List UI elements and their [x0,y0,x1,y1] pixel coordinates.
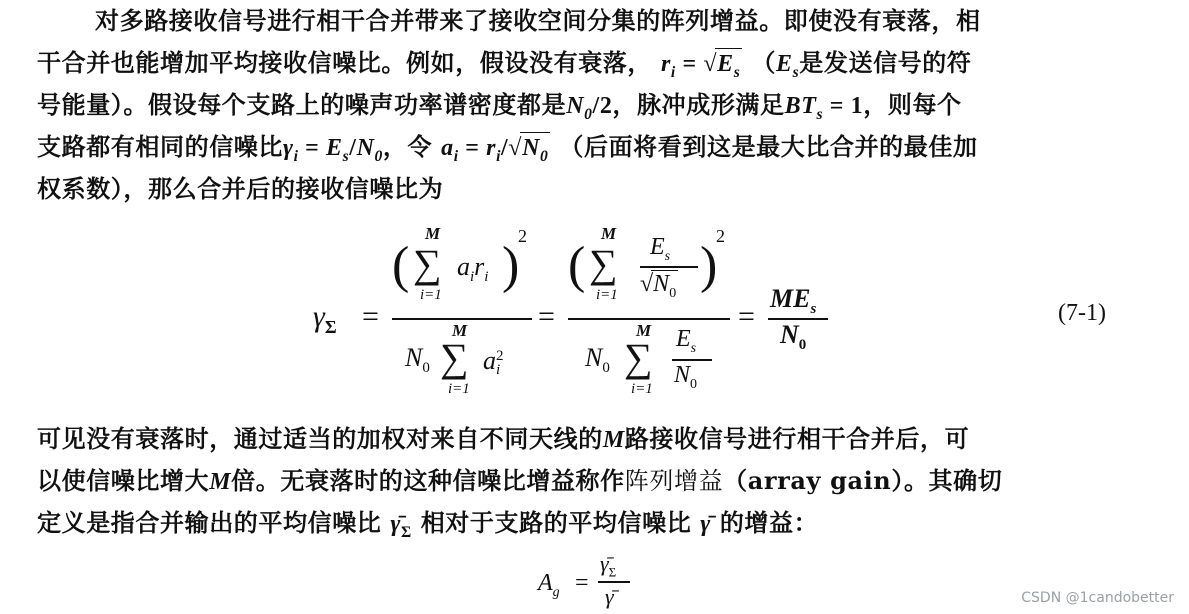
sum-lower-limit: i=1 [420,287,442,303]
inner-fraction-bar [640,266,698,268]
math-var: E [676,326,691,352]
sum-symbol: ∑ [589,241,618,286]
math-sub: s [810,301,817,318]
math-var: N [566,93,585,119]
math-op: / [501,135,509,161]
eq-sign-3: = [738,300,755,333]
math-var: N [522,135,540,161]
math-sub: 0 [602,360,610,377]
text-span: 的增益： [710,508,819,537]
text-span: ，令 [382,132,442,161]
inner-frac-num [650,234,670,265]
math-sub: i [470,269,475,286]
paragraph2-line2 [37,466,1002,497]
paren-open: ( [568,237,586,294]
math-var: N [585,343,603,372]
den1-N [405,343,430,377]
math-sub: 0 [669,285,677,301]
sum-symbol: ∑ [624,335,653,380]
paragraph1-line5 [37,174,443,204]
ag-num [600,551,616,580]
text-span: = 1，则每个 [823,93,962,119]
sum-upper-limit: M [425,224,441,243]
text-span: （后面将看到这是最大比合并的最佳加 [559,132,978,161]
math-var: r [486,135,497,161]
math-op: = [298,135,327,161]
equation-number: (7-1) [1058,300,1106,326]
inner-frac-den [640,270,678,302]
math-var: γ [313,300,325,333]
eq-lhs [313,300,337,338]
math-var: a [441,135,454,161]
rhs-den [780,320,806,354]
text-span: 号能量）。假设每个支路上的噪声功率谱密度都是 [37,90,567,119]
den1-a [483,346,504,377]
math-var: N [780,320,799,349]
math-sub: i [496,362,501,379]
math-var: N [405,343,423,372]
math-var: γ̄ [390,511,401,537]
math-var: a [457,252,470,281]
sqrt-sign: √ [703,51,718,77]
paragraph1-line1 [95,6,981,36]
eq-sign-2: = [538,300,555,333]
text-span: 倍。无衰落时的这种信噪比增益称作 [231,466,625,495]
paragraph1-line2 [37,48,971,88]
paren-close: ) [502,237,520,294]
math-sub: 0 [422,360,430,377]
paragraph2-line1 [37,424,969,455]
math-sub: s [792,63,800,81]
text-span: 干合并也能增加平均接收信噪比。例如，假设没有衰落， [37,48,652,77]
math-sub: 0 [374,147,383,165]
sqrt-sign: √ [508,135,523,161]
math-var: r [474,252,485,281]
fraction-bar-1 [392,318,532,320]
text-span: （ [751,48,776,77]
eq-sign-1: = [362,300,379,333]
math-var: ME [770,284,811,313]
text-span: 是发送信号的符 [799,48,972,77]
ag-den: γ̄ [605,584,614,609]
text-span: 相对于支路的平均信噪比 [411,508,701,537]
math-sub: s [342,147,350,165]
den2-N [585,343,610,377]
math-var: M [602,427,625,453]
math-sub: s [690,340,697,356]
den2-frac-num [676,326,696,357]
sqrt-radicand [715,48,742,88]
paren-close: ) [700,237,718,294]
ag-lhs [538,570,560,601]
math-var: r [660,51,671,77]
text-span: 对多路接收信号进行相干合并带来了接收空间分集的阵列增益。即使没有衰落，相 [95,6,981,35]
rhs-num [770,284,816,318]
math-op: = [458,135,487,161]
sum-lower-limit: i=1 [596,287,618,303]
sum-symbol: ∑ [440,335,469,380]
math-var: γ̄ [600,551,609,576]
math-sub: i [484,269,489,286]
den2-fraction-bar [672,359,712,361]
math-sub: 0 [540,147,549,165]
math-sub: Σ [400,523,412,541]
math-var: BT [784,93,817,119]
math-var: γ̄ [700,511,711,537]
sum-lower-limit: i=1 [631,381,653,397]
text-span: /2，脉冲成形满足 [592,93,785,119]
exponent: 2 [518,226,527,246]
math-op: = [675,51,704,77]
math-var: M [209,469,232,495]
math-sub: s [664,248,671,264]
math-sub: s [733,63,741,81]
sum-lower-limit: i=1 [448,381,470,397]
math-var: E [717,51,734,77]
paren-open: ( [392,237,410,294]
ag-fraction-bar [598,581,630,583]
math-sub: s [816,105,824,123]
text-span: 权系数），那么合并后的接收信噪比为 [37,174,444,203]
math-op: / [349,135,357,161]
text-span: （array gain）。其确切 [723,466,1003,495]
exponent: 2 [716,226,725,246]
num1-term [457,252,488,286]
paragraph2-line3 [37,508,818,548]
text-span: 可见没有衰落时，通过适当的加权对来自不同天线的 [37,424,603,453]
math-sub: Σ [324,317,337,337]
math-sub: i [293,147,299,165]
text-span: 路接收信号进行相干合并后，可 [624,424,970,453]
math-sup: 2 [496,348,504,365]
fraction-bar-2 [568,318,730,320]
ag-eq-sign: = [575,570,589,596]
term-array-gain: 阵列增益 [624,467,724,495]
math-var: N [674,362,691,388]
sum-upper-limit: M [601,224,617,243]
paragraph1-line3 [37,90,962,130]
math-sub: i [496,147,501,165]
math-sub: g [552,584,560,600]
math-sub: 0 [584,105,593,123]
math-var: a [483,346,496,375]
paragraph1-line4 [37,132,978,172]
math-sub: Σ [608,564,617,580]
math-var: E [775,51,793,77]
math-var: E [326,135,343,161]
sqrt-radicand [520,132,550,172]
text-span: 以使信噪比增大 [37,466,210,495]
math-var: A [538,570,553,596]
watermark: CSDN @1candobetter [1021,590,1174,606]
math-var: E [650,234,665,260]
math-var: N [356,135,375,161]
math-sub: i [453,147,459,165]
den2-frac-den [674,362,697,393]
text-span: 定义是指合并输出的平均信噪比 [37,508,391,537]
math-sub: 0 [690,376,698,392]
math-sub: i [670,63,676,81]
sum-upper-limit: M [452,321,468,340]
math-var: γ [283,135,294,161]
sum-upper-limit: M [636,321,652,340]
math-sub: 0 [798,337,807,354]
sum-symbol: ∑ [413,241,442,286]
sqrt-sign: √ [640,271,654,297]
sqrt-radicand [651,270,678,302]
text-span: 支路都有相同的信噪比 [37,132,283,161]
math-var: N [653,271,670,297]
